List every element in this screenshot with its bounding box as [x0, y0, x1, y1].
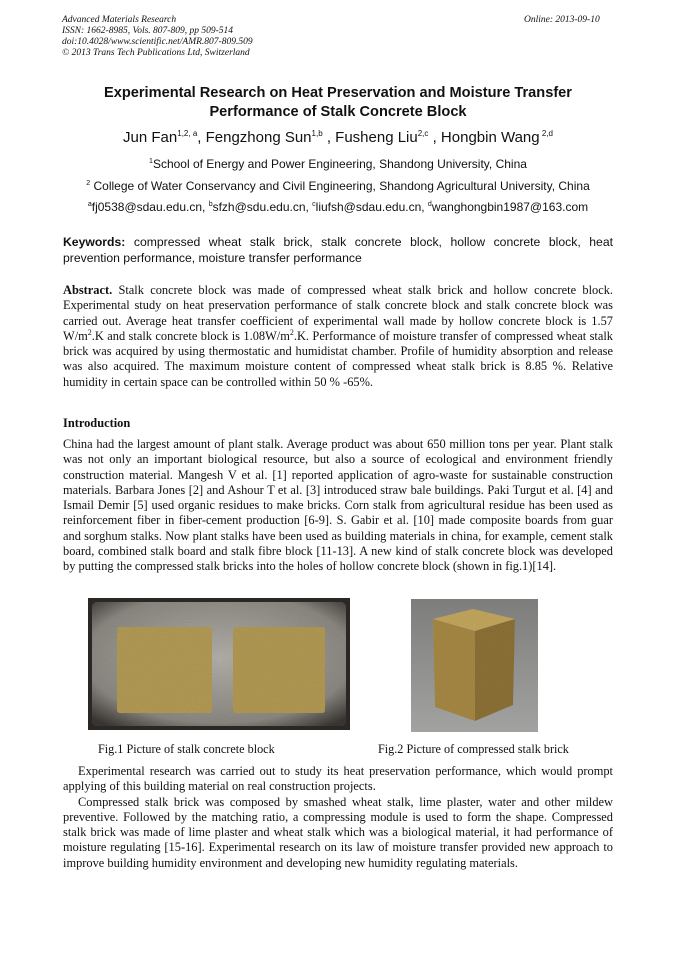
abstract-text: .K. Performance of moisture transfer of compressed wheat stalk brick was acquired by using thermostatic and humidistat chamber. Profile of humidity absorption and release was also acquired. The maximum moisture content of compressed wheat stalk brick is 8.85 %. Relative humidity in certain space can be controlled within 50 % -65%. [63, 328, 613, 389]
keywords-label: Keywords: [63, 235, 126, 249]
keywords-text: compressed wheat stalk brick, stalk concrete block, hollow concrete block, heat prevention performance, moisture transfer performance [63, 235, 613, 265]
body-paragraphs [63, 764, 613, 871]
brick-right-face [475, 619, 515, 721]
abstract-text: Stalk concrete block was made of compressed wheat stalk brick and hollow concrete block. Experimental study on heat preservation performance of stalk concrete block and stalk concrete block was carried out. Average heat transfer coefficient of experimental wall made by hollow concrete block is 1.57 W/m [63, 283, 613, 343]
figure-2-caption: Fig.2 Picture of compressed stalk brick [378, 742, 569, 756]
author-name: Jun Fan [123, 129, 178, 146]
affiliation-1 [62, 157, 614, 172]
intro-text: China had the largest amount of plant stalk. Average product was about 650 million tons per year. Plant stalk was not only an important biological resource, but also a source of ecological and environment friendly construction material. Mangesh V et al. [1] reported application of agro-waste for sustainable construction materials. Barbara Jones [2] and Ashour T et al. [3] introduced straw bale buildings. Paki Turgut et al. [4] and Ismail Demir [5] used organic residues to make bricks. Corn stalk from agricultural residue has been used as reinforcement fiber in fiber-cement production [6-9]. S. Gabir et al. [10] made composite boards from guar and sorghum stalks. Now plant stalks have been used as building materials in china, for example, cement stalk board, combined stalk board and stalk fibre block [11-13]. A new kind of stalk concrete block was developed by putting the compressed stalk bricks into the holes of hollow concrete block (shown in fig.1)[14]. [63, 437, 613, 574]
author-superscript: 1,2, a [177, 129, 198, 138]
email-address: liufsh@sdau.edu.cn, [315, 200, 428, 214]
email-marker: c [312, 201, 316, 208]
title-line-1: Experimental Research on Heat Preservation and Moisture Transfer [104, 85, 572, 101]
abstract-label: Abstract. [63, 283, 113, 297]
email-address: wanghongbin1987@163.com [431, 200, 589, 214]
unit-superscript: 2 [289, 327, 294, 337]
affiliation-marker: 1 [149, 158, 153, 165]
email-marker: a [87, 201, 92, 208]
author-separator: , [197, 129, 206, 146]
email-line [62, 200, 614, 215]
figure-1-stalk-concrete-block [88, 598, 350, 730]
author-name: Fengzhong Sun [205, 129, 312, 146]
affiliation-marker: 2 [86, 180, 91, 187]
issn-line: ISSN: 1662-8985, Vols. 807-809, pp 509-514 [62, 26, 233, 36]
journal-metadata [62, 15, 253, 59]
body-paragraph: Experimental research was carried out to study its heat preservation performance, which would prompt applying of this building material on real construction projects. [63, 764, 613, 794]
copyright-line: © 2013 Trans Tech Publications Ltd, Switzerland [62, 48, 250, 58]
brick-left-face [433, 619, 475, 721]
compressed-stalk-brick-right [233, 627, 325, 713]
author-superscript: 1,b [311, 129, 323, 138]
compressed-stalk-brick-left [117, 627, 212, 713]
author-name: Hongbin Wang [440, 129, 540, 146]
author-list [62, 128, 614, 148]
email-marker: b [208, 201, 213, 208]
author-name: Fusheng Liu [335, 129, 418, 146]
intro-paragraph [63, 437, 613, 575]
figure-2-compressed-stalk-brick [411, 599, 538, 732]
author-separator: , [428, 129, 441, 146]
author-separator: , [322, 129, 336, 146]
body-paragraph: Compressed stalk brick was composed by smashed wheat stalk, lime plaster, water and other mildew preventive. Followed by the matching ratio, a compressing module is used to form the shape. Compressed stalk brick was made of lime plaster and wheat stalk which was a biological material, it had performance of moisture regulating [15-16]. Experimental research on its law of moisture transfer provided new approach to improve building humidity environment and developing new humidity regulating materials. [63, 794, 613, 870]
journal-name: Advanced Materials Research [62, 15, 177, 25]
title-line-2: Performance of Stalk Concrete Block [209, 104, 467, 120]
email-marker: d [427, 201, 432, 208]
paper-title [62, 84, 614, 122]
figure-1-caption: Fig.1 Picture of stalk concrete block [98, 742, 275, 756]
abstract-text: .K and stalk concrete block is 1.08W/m [91, 328, 290, 343]
email-address: sfzh@sdu.edu.cn, [212, 200, 313, 214]
unit-superscript: 2 [87, 327, 92, 337]
author-superscript: 2,d [539, 129, 553, 138]
online-date: Online: 2013-09-10 [524, 15, 600, 25]
keywords [63, 234, 613, 266]
email-address: fj0538@sdau.edu.cn, [91, 200, 209, 214]
abstract [63, 283, 613, 390]
affiliation-text: College of Water Conservancy and Civil Engineering, Shandong Agricultural University, China [90, 179, 590, 193]
affiliation-text: School of Energy and Power Engineering, Shandong University, China [152, 157, 527, 171]
affiliation-2 [62, 179, 614, 194]
doi-line: doi:10.4028/www.scientific.net/AMR.807-809.509 [62, 37, 253, 47]
section-heading-introduction: Introduction [63, 416, 131, 430]
author-superscript: 2,c [417, 129, 429, 138]
